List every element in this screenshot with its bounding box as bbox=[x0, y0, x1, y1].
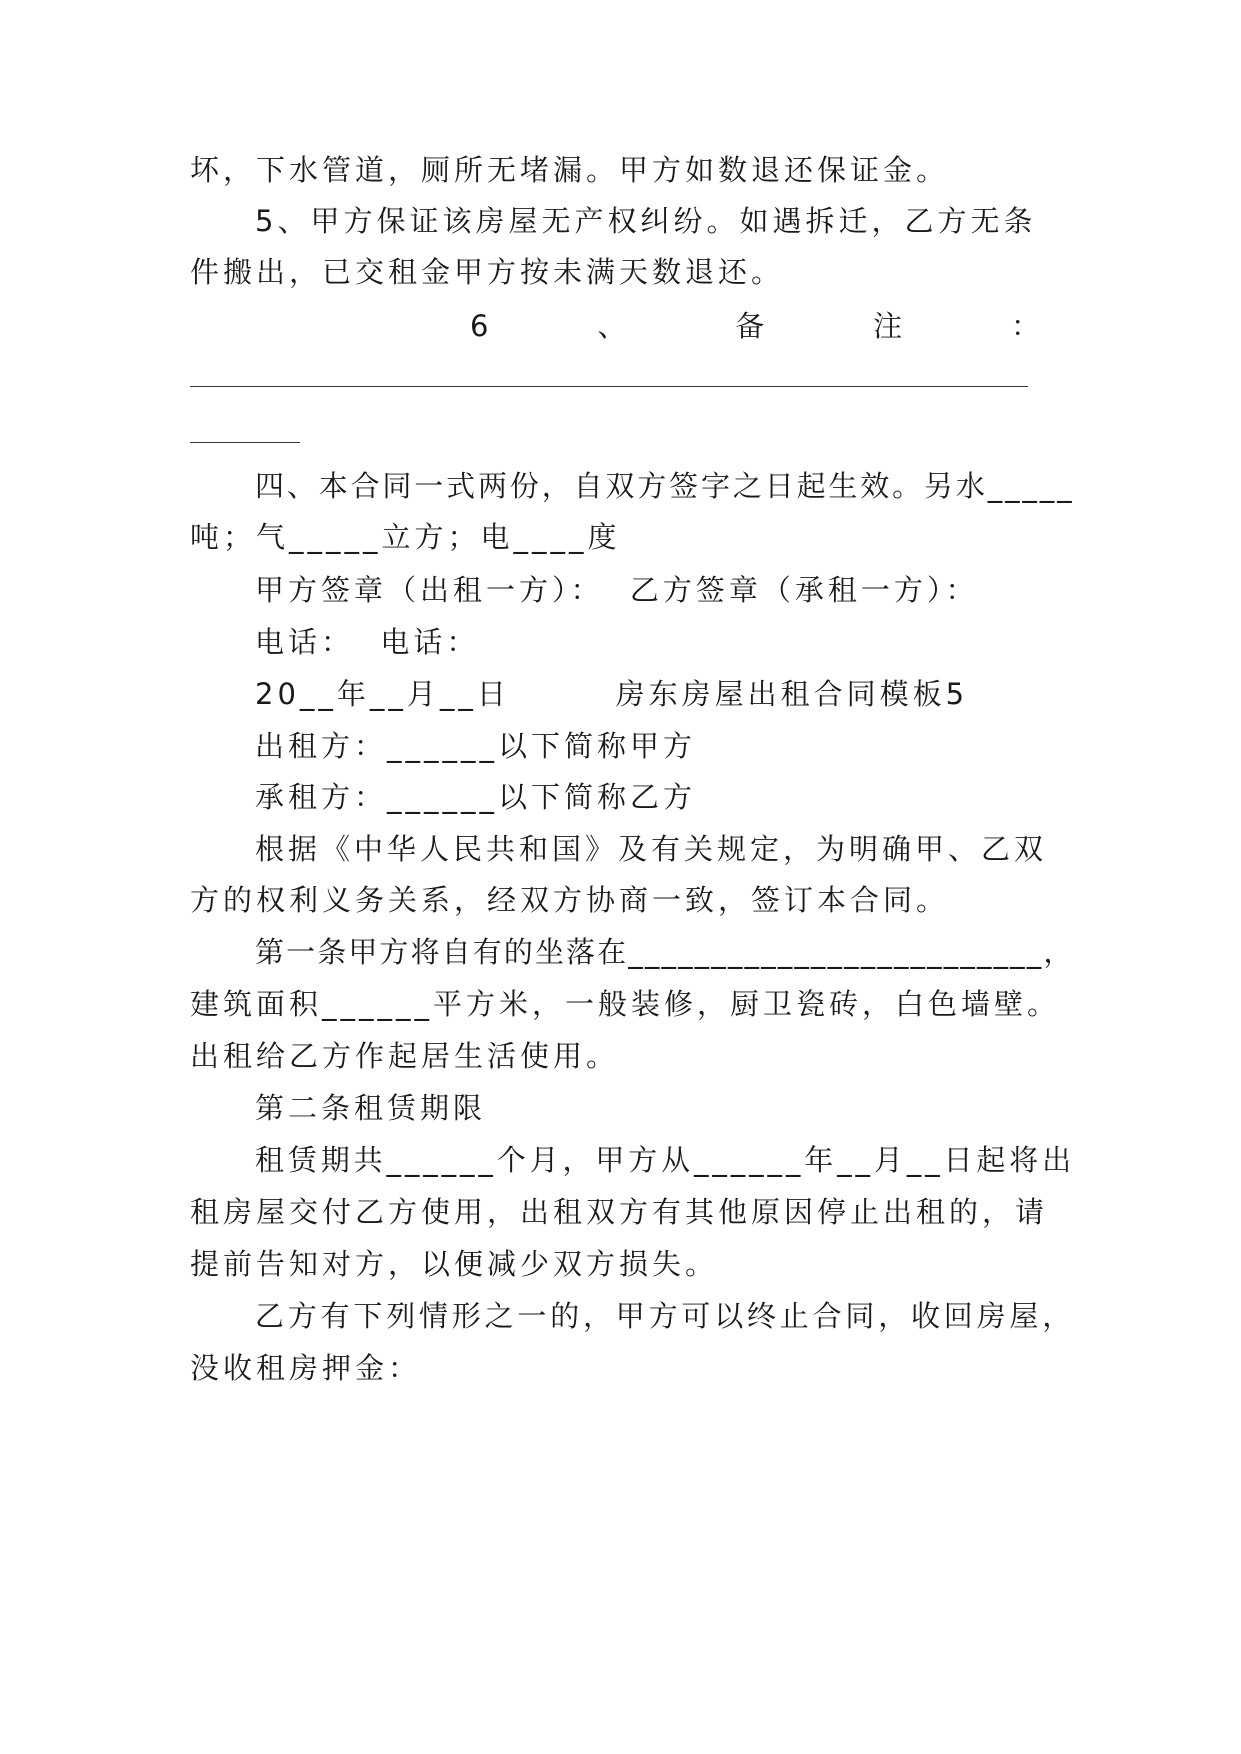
text-line: 承租方：______以下简称乙方 bbox=[255, 780, 697, 814]
text-line: 建筑面积______平方米，一般装修，厨卫瓷砖，白色墙壁。 bbox=[190, 987, 1061, 1021]
text-line: 电话： 电话： bbox=[255, 625, 480, 659]
text-line: 5、甲方保证该房屋无产权纠纷。如遇拆迁，乙方无条 bbox=[255, 204, 1037, 238]
text-line: 没收租房押金： bbox=[190, 1351, 422, 1385]
remarks-blank-line bbox=[190, 386, 1028, 387]
text-line: 第一条甲方将自有的坐落在_________________________， bbox=[255, 935, 1075, 969]
text-line: 吨；气_____立方；电____度 bbox=[190, 520, 621, 554]
remarks-heading-part: 6 bbox=[470, 309, 489, 343]
text-line: 出租方：______以下简称甲方 bbox=[255, 729, 697, 763]
text-line: 件搬出，已交租金甲方按未满天数退还。 bbox=[190, 255, 785, 289]
remarks-heading-part: 注 bbox=[873, 309, 903, 343]
text-line: 第二条租赁期限 bbox=[255, 1091, 487, 1125]
text-line: 租赁期共______个月，甲方从______年__月__日起将出 bbox=[255, 1143, 1076, 1177]
text-line: 方的权利义务关系，经双方协商一致，签订本合同。 bbox=[190, 883, 950, 917]
text-line: 出租给乙方作起居生活使用。 bbox=[190, 1039, 620, 1073]
remarks-heading-part: 备 bbox=[735, 309, 765, 343]
remarks-heading bbox=[190, 306, 1040, 346]
text-line: 甲方签章（出租一方）： 乙方签章（承租一方）： bbox=[255, 573, 979, 607]
remarks-heading-part: ： bbox=[1010, 309, 1040, 343]
text-line: 坏，下水管道，厕所无堵漏。甲方如数退还保证金。 bbox=[190, 153, 950, 187]
text-line: 乙方有下列情形之一的，甲方可以终止合同，收回房屋， bbox=[255, 1299, 1076, 1333]
text-line: 根据《中华人民共和国》及有关规定，为明确甲、乙双 bbox=[255, 832, 1048, 866]
remarks-heading-part: 、 bbox=[597, 309, 627, 343]
text-line: 四、本合同一式两份，自双方签字之日起生效。另水_____ bbox=[255, 469, 1075, 503]
text-line: 20__年__月__日 房东房屋出租合同模板5 bbox=[255, 677, 969, 711]
text-line: 提前告知对方，以便减少双方损失。 bbox=[190, 1247, 719, 1281]
remarks-blank-line bbox=[190, 442, 300, 443]
text-line: 租房屋交付乙方使用，出租双方有其他原因停止出租的，请 bbox=[190, 1195, 1049, 1229]
